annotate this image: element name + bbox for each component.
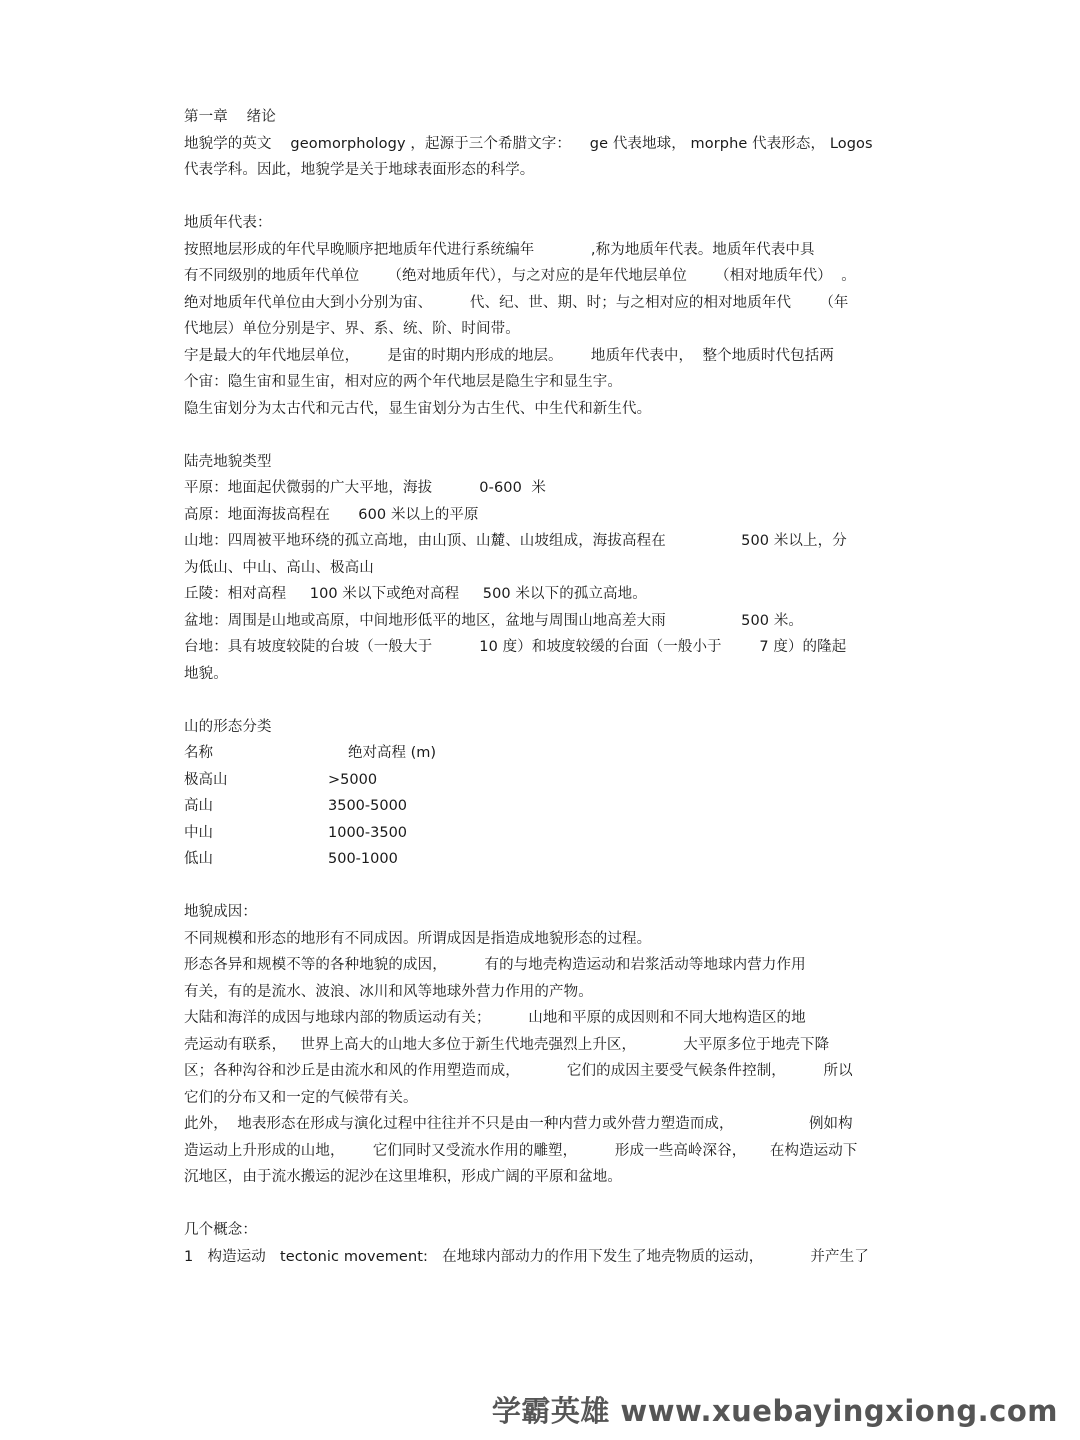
- origin-line: 大陆和海洋的成因与地球内部的物质运动有关； 山地和平原的成因则和不同大地构造区的地: [184, 1010, 806, 1026]
- origin-line: 此外， 地表形态在形成与演化过程中往往并不只是由一种内营力或外营力塑造而成， 例如构: [184, 1116, 853, 1132]
- mountain-altitude: >5000: [328, 771, 378, 788]
- column-header-altitude: 绝对高程 (m): [348, 745, 437, 761]
- origin-heading: 地貌成因：: [184, 904, 257, 920]
- origin-line: 造运动上升形成的山地， 它们同时又受流水作用的雕塑， 形成一些高岭深谷， 在构造运动下: [184, 1142, 858, 1159]
- table-row: [184, 767, 904, 794]
- concepts-heading: 几个概念：: [184, 1222, 257, 1238]
- geo-time-line: 个宙：隐生宙和显生宙，相对应的两个年代地层是隐生宇和显生宇。: [184, 374, 622, 390]
- origin-line: 区；各种沟谷和沙丘是由流水和风的作用塑造而成， 它们的成因主要受气候条件控制， 所以: [184, 1063, 853, 1079]
- geo-time-line: 按照地层形成的年代早晚顺序把地质年代进行系统编年 ,称为地质年代表。地质年代表中具: [184, 241, 815, 258]
- origin-line: 有关，有的是流水、波浪、冰川和风等地球外营力作用的产物。: [184, 983, 593, 1000]
- origin-line: 沉地区，由于流水搬运的泥沙在这里堆积，形成广阔的平原和盆地。: [184, 1169, 622, 1185]
- concept-line: 1 构造运动 tectonic movement: 在地球内部动力的作用下发生了地壳物质的运动， 并产生了: [184, 1248, 869, 1265]
- landforms-heading: 陆壳地貌类型: [184, 453, 272, 470]
- landform-line: 山地：四周被平地环绕的孤立高地，由山顶、山麓、山坡组成，海拔高程在 500 米以上，分: [184, 533, 847, 549]
- geo-time-line: 隐生宙划分为太古代和元古代，显生宙划分为古生代、中生代和新生代。: [184, 400, 652, 417]
- origin-line: 不同规模和形态的地形有不同成因。所谓成因是指造成地貌形态的过程。: [184, 930, 652, 947]
- table-row: [184, 846, 904, 873]
- geo-time-heading: 地质年代表：: [184, 215, 272, 231]
- site-watermark: 学霸英雄 www.xuebayingxiong.com: [491, 1394, 1058, 1428]
- landform-line: 盆地：周围是山地或高原，中间地形低平的地区，盆地与周围山地高差大雨 500 米。: [184, 612, 804, 629]
- origin-line: 它们的分布又和一定的气候带有关。: [184, 1089, 418, 1106]
- mountain-altitude: 1000-3500: [328, 824, 408, 841]
- mountain-table-heading: 山的形态分类: [184, 718, 272, 735]
- mountain-name: 高山: [184, 798, 213, 814]
- landform-line: 平原：地面起伏微弱的广大平地，海拔 0-600 米: [184, 480, 546, 496]
- mountain-table-header: [184, 740, 904, 767]
- column-header-name: 名称: [184, 745, 213, 761]
- mountain-name: 中山: [184, 824, 213, 841]
- chapter-title: 第一章 绪论: [184, 109, 276, 125]
- mountain-name: 低山: [184, 851, 213, 867]
- landform-line: 为低山、中山、高山、极高山: [184, 559, 374, 576]
- geo-time-line: 有不同级别的地质年代单位 （绝对地质年代），与之对应的是年代地层单位 （相对地质年代） 。: [184, 268, 856, 284]
- landform-line: 台地：具有坡度较陡的台坡（一般大于 10 度）和坡度较缓的台面（一般小于 7 度）的隆起: [184, 639, 847, 655]
- origin-line: 形态各异和规模不等的各种地貌的成因， 有的与地壳构造运动和岩浆活动等地球内营力作用: [184, 957, 806, 973]
- geo-time-line: 绝对地质年代单位由大到小分别为宙、 代、纪、世、期、时；与之相对应的相对地质年代 （年: [184, 294, 849, 311]
- mountain-altitude: 500-1000: [328, 851, 398, 867]
- mountain-altitude: 3500-5000: [328, 798, 408, 814]
- origin-line: 壳运动有联系， 世界上高大的山地大多位于新生代地壳强烈上升区， 大平原多位于地壳下降: [184, 1036, 830, 1053]
- table-row: [184, 793, 904, 820]
- geo-time-line: 宇是最大的年代地层单位， 是宙的时期内形成的地层。 地质年代表中， 整个地质时代包括两: [184, 347, 834, 364]
- intro-line: 代表学科。因此，地貌学是关于地球表面形态的科学。: [184, 162, 535, 178]
- document-page: [184, 104, 904, 1270]
- landform-line: 丘陵：相对高程 100 米以下或绝对高程 500 米以下的孤立高地。: [184, 586, 647, 602]
- landform-line: 地貌。: [184, 665, 228, 682]
- table-row: [184, 820, 904, 847]
- geo-time-line: 代地层）单位分别是宇、界、系、统、阶、时间带。: [184, 321, 520, 337]
- intro-line: 地貌学的英文 geomorphology ，起源于三个希腊文字： ge 代表地球， morphe 代表形态， Logos: [184, 135, 873, 152]
- landform-line: 高原：地面海拔高程在 600 米以上的平原: [184, 506, 479, 523]
- mountain-name: 极高山: [184, 771, 228, 788]
